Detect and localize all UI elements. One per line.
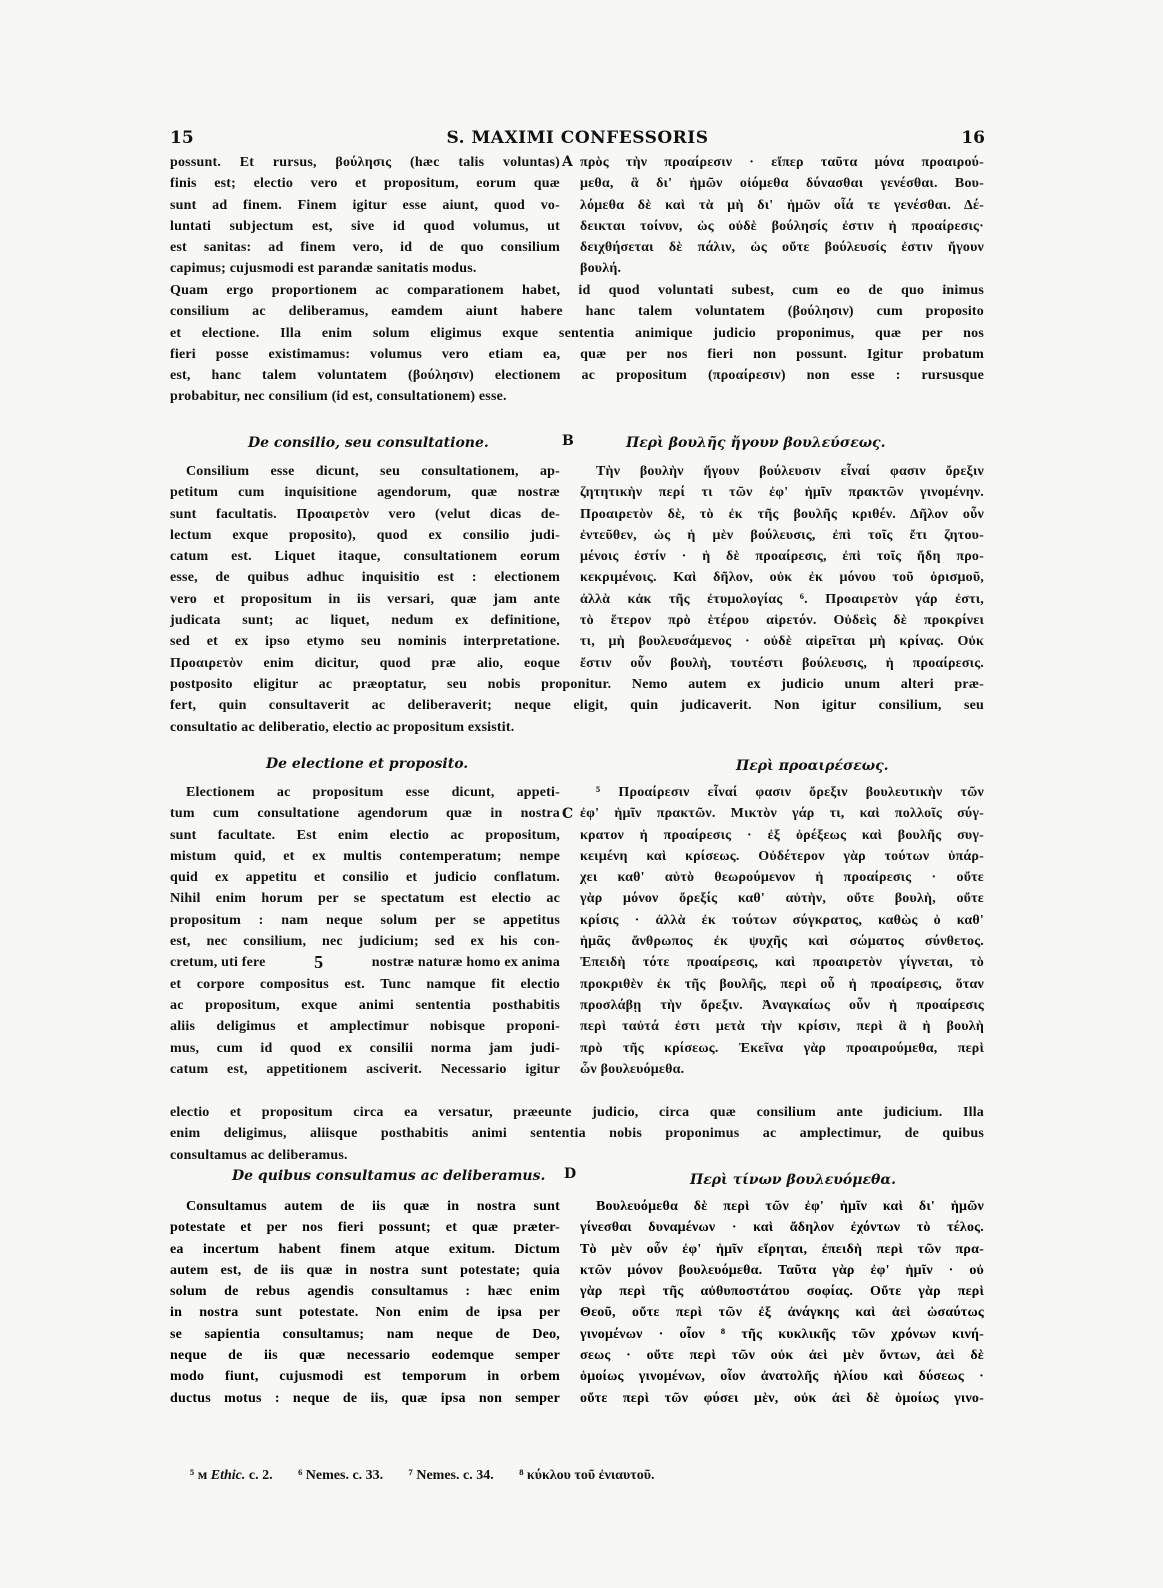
text-line: Θεοῦ, οὔτε περὶ τῶν ἐξ ἀνάγκης καὶ ἀεὶ ὡσαύτως	[580, 1305, 984, 1321]
text-line: ἐντεῦθεν, ὡς ἡ μὲν βούλευσις, ἐπὶ τοῖς ἔτι ζητου-	[580, 527, 984, 543]
margin-marker-d: D	[564, 1166, 577, 1182]
text-line: ἔστιν οὖν βουλὴ, τουτέστι βούλευσις, ἡ προαίρεσις.	[580, 655, 984, 671]
greek-column-2	[580, 461, 984, 674]
text-line: μεθα, ἃ δι' ἡμῶν οἰόμεθα δύνασθαι γενέσθαι. Βου-	[580, 176, 984, 192]
section-heading-greek: Περὶ τίνων βουλευόμεθα.	[690, 1172, 896, 1188]
text-line: ⁵ Προαίρεσιν εἶναί φασιν ὄρεξιν βουλευτικὴν τῶν	[596, 785, 984, 800]
text-line: modo fiunt, cujusmodi est temporum in orbem	[170, 1369, 560, 1385]
footnote-prefix: ᴍ	[197, 1468, 208, 1483]
text-line: κτῶν μόνον βουλευόμεθα. Ταῦτα γὰρ ἐφ' ἡμῖν · οὐ	[580, 1262, 984, 1278]
text-line: ὁμοίως γινομένων, οἷον ἀνατολῆς ἡλίου καὶ δύσεως ·	[580, 1369, 984, 1385]
full-width-paragraph-1	[170, 280, 984, 408]
text-line-with-page-mark	[170, 952, 560, 973]
text-line: περὶ ταὐτά ἐστι μετὰ τὴν κρίσιν, περὶ ἃ ἡ βουλὴ	[580, 1019, 984, 1035]
margin-marker-c: C	[562, 806, 574, 822]
full-width-paragraph-3	[170, 1102, 984, 1166]
text-line: Consilium esse dicunt, seu consultationem, ap-	[186, 464, 560, 479]
section-heading-greek: Περὶ βουλῆς ἤγουν βουλεύσεως.	[626, 435, 886, 451]
text-line: possunt. Et rursus, βούλησις (hæc talis voluntas)	[170, 155, 560, 170]
text-line: fieri posse existimamus: volumus vero etiam ea, quæ per nos fieri non possunt. Igitur probatum	[170, 346, 984, 362]
text-line: consultamus ac deliberamus.	[170, 1147, 348, 1163]
text-line: γίνεσθαι δυναμένων · καὶ ἄδηλον ἐχόντων τὸ τέλος.	[580, 1220, 984, 1236]
page-number-right: 16	[961, 128, 985, 148]
text-line: est sanitas: ad finem vero, id de quo consilium	[170, 240, 560, 256]
text-line: quid ex appetitu et consilio et judicio conflatum.	[170, 870, 560, 886]
latin-column-3	[170, 782, 560, 1080]
section-heading-latin: De consilio, seu consultatione.	[248, 435, 489, 451]
text-line: κειμένη καὶ κρίσεως. Οὐδέτερον γὰρ τούτων ὑπάρ-	[580, 848, 984, 864]
greek-column-4	[580, 1196, 984, 1409]
text-line: ἀλλὰ κἀκ τῆς ἐτυμολογίας ⁶. Προαιρετὸν γάρ ἐστι,	[580, 591, 984, 607]
text-line: probabitur, nec consilium (id est, consultationem) esse.	[170, 389, 507, 405]
text-line: σεως · οὔτε περὶ τῶν οὐκ ἀεὶ μὲν ὄντων, ἀεὶ δὲ	[580, 1348, 984, 1364]
text-line: catum est. Liquet itaque, consultationem eorum	[170, 549, 560, 565]
text-line: Τὸ μὲν οὖν ἐφ' ἡμῖν εἴρηται, ἐπειδὴ περὶ τῶν πρα-	[580, 1241, 984, 1257]
text-line: et corpore compositus est. Tunc namque fit electio	[170, 976, 560, 992]
footnote-6: ⁶ Nemes. c. 33.	[298, 1468, 384, 1483]
text-line: propositum : nam neque solum per se appetitus	[170, 912, 560, 928]
text-line: γὰρ περὶ τῆς αὐθυποστάτου σοφίας. Οὔτε γὰρ περὶ	[580, 1284, 984, 1300]
text-line: Βουλευόμεθα δὲ περὶ τῶν ἐφ' ἡμῖν καὶ δι' ἡμῶν	[596, 1199, 984, 1214]
text-line: in nostra sunt potestate. Non enim de ipsa per	[170, 1305, 560, 1321]
greek-column-3	[580, 782, 984, 1080]
section-heading-latin: De electione et proposito.	[266, 756, 469, 772]
text-line: lectum exque proposito), quod ex consilio judi-	[170, 527, 560, 543]
text-line: mus, cum id quod ex consilii norma jam judi-	[170, 1040, 560, 1056]
text-line: sed et ex ipso etymo seu nominis interpretatione.	[170, 634, 560, 650]
text-line: προκριθὲν ἐκ τῆς βουλῆς, περὶ οὗ ἡ προαίρεσις, ὅταν	[580, 976, 984, 992]
page-number-left: 15	[170, 128, 194, 148]
text-line: judicata sunt; ac liquet, nedum ex definitione,	[170, 613, 560, 629]
text-line: potestate et per nos fieri possunt; et quæ præter-	[170, 1220, 560, 1236]
text-line: κρατον ἡ προαίρεσις · ἐξ ὀρέξεως καὶ βουλῆς συγ-	[580, 827, 984, 843]
text-line: Προαιρετὸν δὲ, τὸ ἐκ τῆς βουλῆς κριθέν. Δῆλον οὖν	[580, 506, 984, 522]
text-line: ductus motus : neque de iis, quæ ipsa non semper	[170, 1390, 560, 1406]
text-line: χει καθ' αὑτὸ θεωρούμενον ἡ προαίρεσις · οὔτε	[580, 870, 984, 886]
text-line: τι, μὴ βουλευσάμενος · οὐδὲ αἱρεῖται μὴ κρίνας. Οὐκ	[580, 634, 984, 650]
text-line: προσλάβῃ τὴν ὄρεξιν. Ἀναγκαίως οὖν ἡ προαίρεσις	[580, 997, 984, 1013]
page-number-mark: 5	[314, 952, 324, 973]
text-line: Προαιρετὸν enim dicitur, quod præ alio, eoque	[170, 655, 560, 671]
text-line: capimus; cujusmodi est parandæ sanitatis modus.	[170, 261, 477, 277]
text-line: sunt facultate. Est enim electio ac propositum,	[170, 827, 560, 843]
text-line: sunt facultatis. Προαιρετὸν vero (velut dicas de-	[170, 506, 560, 522]
text-line: Consultamus autem de iis quæ in nostra sunt	[186, 1199, 560, 1214]
text-line: solum de rebus agendis consultamus : hæc enim	[170, 1284, 560, 1300]
text-line: consultatio ac deliberatio, electio ac propositum exsistit.	[170, 719, 515, 735]
text-line: βουλή.	[580, 261, 622, 277]
text-line: catum est, appetitionem asciverit. Necessario igitur	[170, 1061, 560, 1077]
text-line: consilium ac deliberamus, eamdem aiunt habere hanc talem voluntatem (βούλησιν) cum proposito	[170, 304, 984, 320]
text-line: vero et propositum in iis versari, quæ jam ante	[170, 591, 560, 607]
text-line: δεικται τοίνυν, ὡς οὐδὲ βούλησίς ἐστιν ἡ προαίρεσις·	[580, 218, 984, 234]
text-line: luntati subjectum est, sive id quod volumus, ut	[170, 218, 560, 234]
text-line: οὔτε περὶ τῶν φύσει μὲν, οὐκ ἀεὶ δὲ ὁμοίως γινο-	[580, 1390, 984, 1406]
text-line: se sapientia consultamus; nam neque de Deo,	[170, 1326, 560, 1342]
text-line: autem est, de iis quæ in nostra sunt potestate; quia	[170, 1262, 560, 1278]
text-line: ἡμᾶς ἄνθρωπος ἐκ ψυχῆς καὶ σώματος σύνθετος.	[580, 934, 984, 950]
text-line: finis est; electio vero et propositum, eorum quæ	[170, 176, 560, 192]
footnote-ref: c. 2.	[248, 1468, 273, 1483]
section-heading-latin: De quibus consultamus ac deliberamus.	[232, 1168, 546, 1184]
text-line: est, hanc talem voluntatem (βούλησιν) electionem ac propositum (προαίρεσιν) non esse : rursusque	[170, 368, 984, 384]
text-line: Ἐπειδὴ τότε προαίρεσις, καὶ προαιρετὸν γίγνεται, τὸ	[580, 955, 984, 971]
text-line: κεκριμένοις. Καὶ δῆλον, οὐκ ἐκ μόνου τοῦ ὁρισμοῦ,	[580, 570, 984, 586]
text-line: ac propositum, exque animi sententia posthabitis	[170, 997, 560, 1013]
text-line: est, nec consilium, nec judicium; sed ex his con-	[170, 934, 560, 950]
footnotes	[190, 1468, 676, 1484]
text-line: esse, de quibus adhuc inquisitio est : electionem	[170, 570, 560, 586]
text-fragment: cretum, uti fere	[170, 955, 266, 971]
text-line: sunt ad finem. Finem igitur esse aiunt, quod vo-	[170, 197, 560, 213]
text-fragment: nostræ naturæ homo ex anima	[371, 955, 560, 971]
text-line: γινομένων · οἷον ⁸ τῆς κυκλικῆς τῶν χρόνων κινή-	[580, 1326, 984, 1342]
greek-column-1	[580, 152, 984, 280]
text-line: postposito eligitur ac præoptatur, seu nobis proponitur. Nemo autem ex judicio unum alteri præ-	[170, 677, 984, 692]
text-line: Τὴν βουλὴν ἤγουν βούλευσιν εἶναί φασιν ὄρεξιν	[596, 464, 984, 479]
text-line: aliis deligimus et amplectimur nobisque proponi-	[170, 1019, 560, 1035]
text-line: μένοις ἐστίν · ἡ δὲ προαίρεσις, ἐπὶ τοῖς ἤδη προ-	[580, 549, 984, 565]
latin-column-4	[170, 1196, 560, 1409]
text-line: ἐφ' ἡμῖν πρακτῶν. Μικτὸν γάρ τι, καὶ πολλοῖς σύγ-	[580, 806, 984, 822]
text-line: Nihil enim horum per se spectatum est electio ac	[170, 891, 560, 907]
text-line: πρὸ τῆς κρίσεως. Ἐκεῖνα γὰρ προαιρούμεθα, περὶ	[580, 1040, 984, 1056]
text-line: Electionem ac propositum esse dicunt, appeti-	[186, 785, 560, 800]
text-line: ζητητικὴν περί τι τῶν ἐφ' ἡμῖν πρακτῶν γινομένην.	[580, 485, 984, 501]
latin-column-2	[170, 461, 560, 674]
text-line: Quam ergo proportionem ac comparationem habet, id quod voluntati subest, cum eo de quo inimus	[170, 283, 984, 298]
text-line: δειχθήσεται δὲ πάλιν, ὡς οὔτε βούλευσίς ἐστιν ἤγουν	[580, 240, 984, 256]
text-line: fert, quin consultaverit ac deliberaverit; neque eligit, quin judicaverit. Non igitur consilium, seu	[170, 698, 984, 714]
footnote-work: Ethic.	[210, 1468, 246, 1483]
margin-marker-a: A	[562, 154, 573, 170]
latin-column-1	[170, 152, 560, 280]
full-width-paragraph-2	[170, 674, 984, 738]
text-line: ea incertum habent finem atque exitum. Dictum	[170, 1241, 560, 1257]
text-line: tum cum consultatione agendorum quæ in nostra	[170, 806, 560, 822]
text-line: mistum quid, et ex multis contemperatum; nempe	[170, 848, 560, 864]
text-line: et electione. Illa enim solum eligimus exque sententia animique judicio proponimus, quæ per nos	[170, 325, 984, 341]
footnote-mark: ⁵	[190, 1468, 195, 1483]
text-line: λόμεθα δὲ καὶ τὰ μὴ δι' ἡμῶν οἷά τε γενέσθαι. Δέ-	[580, 197, 984, 213]
text-line: ὧν βουλευόμεθα.	[580, 1061, 685, 1077]
section-heading-greek: Περὶ προαιρέσεως.	[736, 758, 889, 774]
running-header	[170, 128, 985, 152]
page-title: S. MAXIMI CONFESSORIS	[446, 128, 709, 148]
text-line: petitum cum inquisitione agendorum, quæ nostræ	[170, 485, 560, 501]
text-line: enim deligimus, aliisque posthabitis animi sententia nobis proponimus ac amplectimur, de quibus	[170, 1126, 984, 1142]
text-line: πρὸς τὴν προαίρεσιν · εἴπερ ταῦτα μόνα προαιρού-	[580, 155, 984, 170]
margin-marker-b: B	[562, 433, 574, 449]
text-line: κρίσις · ἀλλὰ ἐκ τούτων σύγκρατος, καθὼς ὁ καθ'	[580, 912, 984, 928]
footnote-5	[190, 1468, 273, 1483]
text-line: τὸ ἕτερον πρὸ ἑτέρου αἱρετόν. Οὐδεὶς δὲ προκρίνει	[580, 613, 984, 629]
text-line: γὰρ μόνον ὄρεξίς καθ' αὑτὴν, οὔτε βουλὴ, οὔτε	[580, 891, 984, 907]
footnote-8: ⁸ κύκλου τοῦ ἐνιαυτοῦ.	[519, 1468, 655, 1483]
text-line: neque de iis quæ necessario eodemque semper	[170, 1348, 560, 1364]
footnote-7: ⁷ Nemes. c. 34.	[408, 1468, 494, 1483]
text-line: electio et propositum circa ea versatur, præeunte judicio, circa quæ consilium ante judicium. Illa	[170, 1105, 984, 1120]
